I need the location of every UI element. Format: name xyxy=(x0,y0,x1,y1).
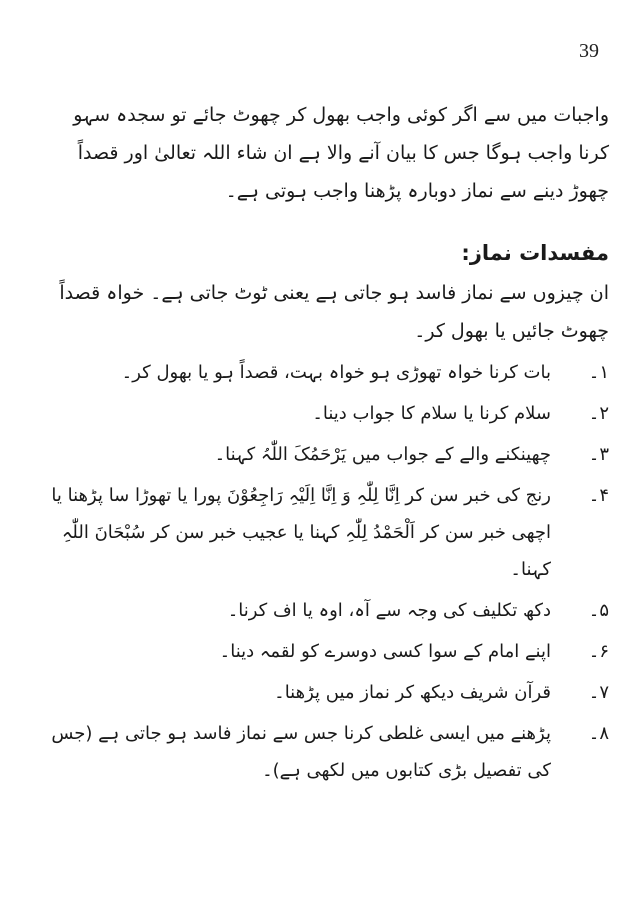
list-item-text: چھینکنے والے کے جواب میں یَرْحَمُکَ اللّٰہُ کہنا۔ xyxy=(214,444,551,465)
list-item-text: قرآن شریف دیکھ کر نماز میں پڑھنا۔ xyxy=(274,682,551,703)
list-item xyxy=(40,633,609,670)
list-item xyxy=(40,592,609,629)
list-item-number: ۶۔ xyxy=(588,641,609,662)
intro-paragraph: واجبات میں سے اگر کوئی واجب بھول کر چھوٹ جائے تو سجدہ سہو کرنا واجب ہوگا جس کا بیان آنے والا ہے ان شاء اللہ تعالیٰ اور قصداً چھوڑ دینے سے نماز دوبارہ پڑھنا واجب ہوتی ہے۔ xyxy=(73,104,609,202)
list-item xyxy=(40,354,609,391)
list-item-number: ۴۔ xyxy=(588,485,609,506)
list-item-number: ۵۔ xyxy=(588,600,609,621)
list-item-text: سلام کرنا یا سلام کا جواب دینا۔ xyxy=(312,403,551,424)
section-heading: مفسدات نماز: xyxy=(461,241,609,265)
list-item-number: ۱۔ xyxy=(588,362,609,383)
nullifiers-list xyxy=(40,354,609,789)
list-item-number: ۳۔ xyxy=(588,444,609,465)
section-paragraph: ان چیزوں سے نماز فاسد ہو جاتی ہے یعنی ٹوٹ جاتی ہے۔ خواہ قصداً چھوٹ جائیں یا بھول کر۔ xyxy=(59,282,609,342)
list-item xyxy=(40,436,609,473)
page-content xyxy=(40,96,609,793)
list-item xyxy=(40,715,609,789)
list-item-text: پڑھنے میں ایسی غلطی کرنا جس سے نماز فاسد ہو جاتی ہے (جس کی تفصیل بڑی کتابوں میں لکھی ہے)۔ xyxy=(51,723,551,781)
list-item xyxy=(40,395,609,432)
list-item-text: دکھ تکلیف کی وجہ سے آہ، اوہ یا اف کرنا۔ xyxy=(227,600,551,621)
list-item-number: ۷۔ xyxy=(588,682,609,703)
list-item-text: رنج کی خبر سن کر اِنَّا لِلّٰہِ وَ اِنَّا اِلَیْہِ رَاجِعُوْنَ پورا یا تھوڑا سا پڑھنا یا اچھی خبر سن کر اَلْحَمْدُ لِلّٰہِ کہنا یا عجیب خبر سن کر سُبْحَانَ اللّٰہِ کہنا۔ xyxy=(51,485,551,580)
list-item-text: بات کرنا خواہ تھوڑی ہو خواہ بہت، قصداً ہو یا بھول کر۔ xyxy=(121,362,551,383)
page-number: 39 xyxy=(579,40,599,62)
list-item-number: ۸۔ xyxy=(588,723,609,744)
list-item-number: ۲۔ xyxy=(588,403,609,424)
list-item-text: اپنے امام کے سوا کسی دوسرے کو لقمہ دینا۔ xyxy=(219,641,551,662)
list-item xyxy=(40,477,609,588)
list-item xyxy=(40,674,609,711)
